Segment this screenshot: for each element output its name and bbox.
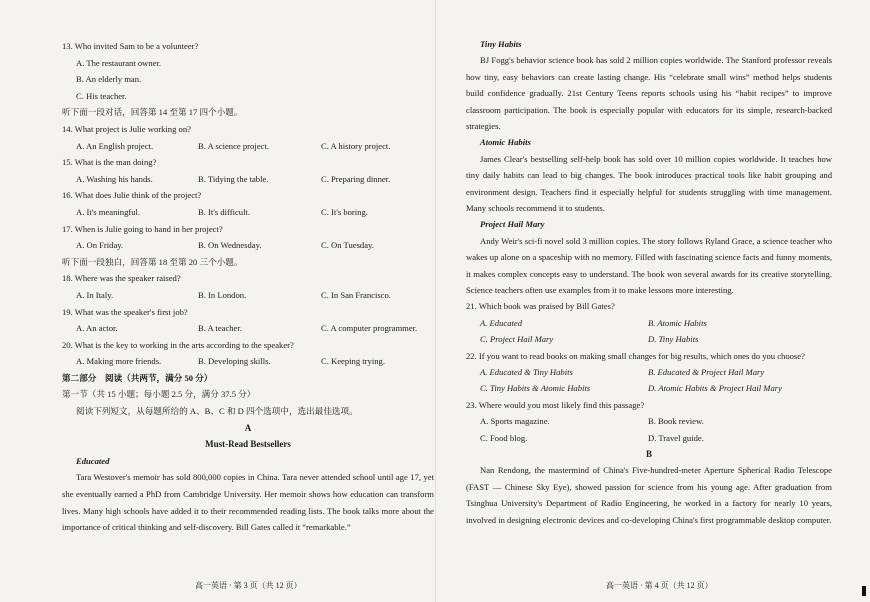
listening-instruction-1: 听下面一段对话，回答第 14 至第 17 四个小题。	[62, 107, 243, 118]
passage-letter-a: A	[244, 422, 252, 433]
passage-title: Must-Read Bestsellers	[205, 439, 291, 450]
option-13a: A. The restaurant owner.	[76, 57, 162, 68]
options-19	[62, 320, 434, 337]
page-divider	[435, 0, 436, 602]
reading-instruction: 阅读下列短文，从每题所给的 A、B、C 和 D 四个选项中，选出最佳选项。	[76, 406, 358, 417]
book-text-tiny-habits: BJ Fogg's behavior science book has sold 2 million copies worldwide. The Stanford professor reveals how tiny, easy behaviors can create lasting change. His “celebrate small wins” method helps students build confidence gradually. 21st Century Teens reports schools using his “habit recipes” to improve classroom participation. The book is especially popular with educators for its simple, research-backed strategies.	[466, 55, 832, 132]
options-22-row2	[466, 380, 832, 396]
option-23a: A. Sports magazine.	[480, 416, 550, 427]
option-23c: C. Food blog.	[480, 432, 528, 443]
option-14b: B. A science project.	[198, 140, 269, 151]
part-two-heading: 第二部分 阅读（共两节，满分 50 分）	[62, 372, 213, 383]
option-21b: B. Atomic Habits	[648, 317, 707, 328]
option-14c: C. A history project.	[321, 140, 391, 151]
question-13: 13. Who invited Sam to be a volunteer?	[62, 41, 199, 51]
option-15c: C. Preparing dinner.	[321, 173, 391, 184]
option-14a: A. An English project.	[76, 140, 154, 151]
question-21: 21. Which book was praised by Bill Gates?	[466, 301, 615, 312]
options-20	[62, 353, 434, 370]
options-23-row1	[466, 413, 832, 429]
option-16c: C. It's boring.	[321, 206, 368, 217]
book-text-educated: Tara Westover's memoir has sold 800,000 copies in China. Tara never attended school until age 17, yet she eventually earned a PhD from Cambridge University. Her memoir shows how education can transform lives. Many high schools have added it to their recommended reading lists. The book talks more about the importance of critical thinking and self-discovery. Bill Gates called it “remarkable.”	[62, 472, 434, 533]
option-22d: D. Atomic Habits & Project Hail Mary	[648, 383, 782, 394]
question-22: 22. If you want to read books on making small changes for big results, which ones do you choose?	[466, 350, 805, 361]
option-18b: B. In London.	[198, 289, 247, 300]
options-14	[62, 138, 434, 155]
option-22c: C. Tiny Habits & Atomic Habits	[480, 383, 591, 394]
options-17	[62, 237, 434, 254]
option-21d: D. Tiny Habits	[648, 334, 699, 345]
page-footer-right: 高一英语 · 第 4 页（共 12 页）	[606, 581, 713, 590]
option-16b: B. It's difficult.	[198, 206, 250, 217]
question-23: 23. Where would you most likely find this passage?	[466, 399, 645, 410]
option-19a: A. An actor.	[76, 323, 118, 334]
question-20: 20. What is the key to working in the arts according to the speaker?	[62, 339, 294, 350]
scan-edge-mark	[862, 586, 866, 596]
option-21a: A. Educated	[480, 317, 522, 328]
option-18c: C. In San Francisco.	[321, 289, 391, 300]
passage-b-text: Nan Rendong, the mastermind of China's Five-hundred-meter Aperture Spherical Radio Telescope (FAST — Chinese Sky Eye), showed passion for science from his young age. After graduation from Tsinghua University's Department of Radio Engineering, he worked in a factory for nearly 10 years, involved in designing electronic devices and co-developing China's first programmable desktop computer.	[466, 465, 832, 525]
option-22b: B. Educated & Project Hail Mary	[648, 367, 765, 378]
book-heading-tiny-habits: Tiny Habits	[480, 39, 522, 49]
options-16	[62, 204, 434, 221]
option-17c: C. On Tuesday.	[321, 240, 374, 251]
option-15a: A. Washing his hands.	[76, 173, 153, 184]
option-19b: B. A teacher.	[198, 323, 242, 334]
question-17: 17. When is Julie going to hand in her project?	[62, 223, 223, 234]
option-17a: A. On Friday.	[76, 240, 124, 251]
options-23-row2	[466, 430, 832, 446]
listening-instruction-2: 听下面一段独白，回答第 18 至第 20 三个小题。	[62, 256, 243, 267]
option-21c: C. Project Hail Mary	[480, 334, 554, 345]
option-16a: A. It's meaningful.	[76, 206, 141, 217]
options-21-row1	[466, 315, 832, 331]
page-footer-left: 高一英语 · 第 3 页（共 12 页）	[195, 581, 302, 590]
passage-letter-b: B	[645, 448, 652, 459]
question-15: 15. What is the man doing?	[62, 157, 157, 168]
options-22-row1	[466, 364, 832, 380]
question-19: 19. What was the speaker's first job?	[62, 306, 188, 317]
section-one-heading: 第一节（共 15 小题；每小题 2.5 分，满分 37.5 分）	[62, 389, 256, 400]
question-16: 16. What does Julie think of the project?	[62, 190, 202, 201]
option-20a: A. Making more friends.	[76, 356, 162, 367]
option-17b: B. On Wednesday.	[198, 240, 262, 251]
options-21-row2	[466, 331, 832, 347]
book-heading-educated: Educated	[76, 455, 110, 466]
option-18a: A. In Italy.	[76, 289, 114, 300]
option-19c: C. A computer programmer.	[321, 323, 418, 334]
option-20b: B. Developing skills.	[198, 356, 271, 367]
option-23d: D. Travel guide.	[648, 432, 704, 443]
book-text-atomic-habits: James Clear's bestselling self-help book has sold over 10 million copies worldwide. It teaches how tiny daily habits can lead to big changes. The book introduces practical tools like habit grouping and environment design. Teachers find it especially helpful for students struggling with time management. Many schools recommend it to students.	[466, 153, 832, 214]
book-text-project-hail-mary: Andy Weir's sci-fi novel sold 3 million copies. The story follows Ryland Grace, a science teacher who wakes up alone on a spaceship with no memory. Filled with fascinating science facts and funny moments, it makes complex concepts easy to understand. The book won several awards for its creative storytelling. Science teachers often use examples from it to make lessons more interesting.	[466, 235, 832, 296]
option-13b: B. An elderly man.	[76, 74, 142, 85]
option-23b: B. Book review.	[648, 416, 704, 427]
option-15b: B. Tidying the table.	[198, 173, 269, 184]
option-13c: C. His teacher.	[76, 90, 127, 101]
options-18	[62, 287, 434, 304]
book-heading-project-hail-mary: Project Hail Mary	[480, 219, 545, 230]
question-14: 14. What project is Julie working on?	[62, 123, 191, 134]
option-20c: C. Keeping trying.	[321, 356, 385, 367]
options-15	[62, 171, 434, 188]
question-18: 18. Where was the speaker raised?	[62, 273, 181, 284]
book-heading-atomic-habits: Atomic Habits	[480, 137, 531, 148]
option-22a: A. Educated & Tiny Habits	[480, 367, 573, 378]
